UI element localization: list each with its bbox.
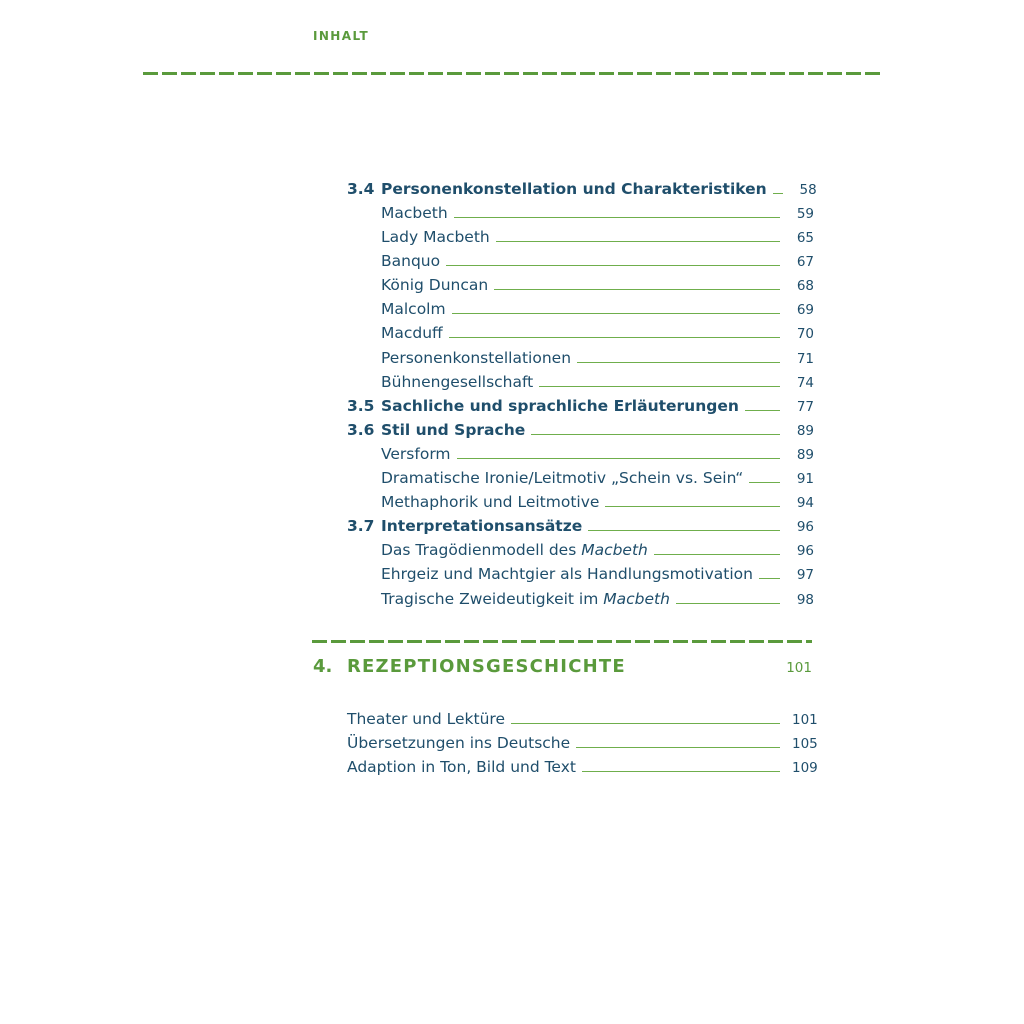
toc-page: 96 [796, 519, 814, 535]
toc-leader [676, 603, 780, 604]
toc-entry-3-6[interactable] [347, 417, 814, 439]
toc-page: 91 [796, 471, 814, 487]
toc-label: Macbeth [381, 204, 448, 222]
toc-entry-ehrgeiz[interactable] [347, 561, 814, 583]
toc-page: 109 [792, 760, 818, 776]
toc-label: Malcolm [381, 300, 446, 318]
toc-leader [496, 241, 780, 242]
toc-leader [539, 386, 780, 387]
toc-label: Dramatische Ironie/Leitmotiv „Schein vs. Sein“ [381, 469, 744, 487]
toc-label: Banquo [381, 252, 441, 270]
toc-leader [446, 265, 780, 266]
toc-leader [773, 193, 783, 194]
toc-label: König Duncan [381, 276, 489, 294]
toc-entry-ironie[interactable] [347, 465, 814, 487]
toc-number: 3.5 [347, 397, 375, 415]
toc-entry-uebersetzungen[interactable] [347, 730, 818, 752]
toc-page: 59 [796, 206, 814, 222]
toc-entry-macduff[interactable] [347, 320, 814, 342]
toc-leader [582, 771, 780, 772]
toc-entry-lady-macbeth[interactable] [347, 224, 814, 246]
toc-label-italic: Macbeth [603, 590, 670, 608]
toc-leader [449, 337, 780, 338]
toc-label: Adaption in Ton, Bild und Text [347, 758, 576, 776]
toc-page: 89 [796, 423, 814, 439]
toc-page: 67 [796, 254, 814, 270]
chapter-title: REZEPTIONSGESCHICHTE [347, 656, 626, 677]
toc-label-italic: Macbeth [581, 541, 648, 559]
toc-entry-personenkonstellationen[interactable] [347, 345, 814, 367]
toc-number: 3.4 [347, 180, 375, 198]
toc-entry-malcolm[interactable] [347, 296, 814, 318]
toc-page: 105 [792, 736, 818, 752]
toc-label: Übersetzungen ins Deutsche [347, 734, 571, 752]
toc-entry-banquo[interactable] [347, 248, 814, 270]
toc-label: Stil und Sprache [381, 421, 526, 439]
toc-entry-zweideutigkeit[interactable] [347, 586, 814, 608]
toc-leader [454, 217, 780, 218]
toc-label: Personenkonstellationen [381, 349, 572, 367]
toc-entry-buehnengesellschaft[interactable] [347, 369, 814, 391]
toc-page: 71 [796, 351, 814, 367]
toc-entry-adaption[interactable] [347, 754, 818, 776]
toc-entry-3-7[interactable] [347, 513, 814, 535]
toc-page: 69 [796, 302, 814, 318]
toc-number: 3.7 [347, 517, 375, 535]
toc-label: Personenkonstellation und Charakteristiken [381, 180, 767, 198]
chapter-dashed-rule [312, 640, 812, 643]
chapter-number: 4. [313, 656, 333, 677]
toc-label: Versform [381, 445, 451, 463]
toc-entry-3-4[interactable] [347, 176, 817, 198]
toc-entry-koenig-duncan[interactable] [347, 272, 814, 294]
toc-page: 101 [792, 712, 818, 728]
toc-label-text: Tragische Zweideutigkeit im [381, 590, 604, 608]
toc-leader [759, 578, 780, 579]
toc-leader [452, 313, 780, 314]
toc-leader [531, 434, 780, 435]
toc-label-text: Das Tragödienmodell des [381, 541, 582, 559]
toc-label [381, 541, 648, 559]
toc-label: Ehrgeiz und Machtgier als Handlungsmotivation [381, 565, 753, 583]
toc-entry-metaphorik[interactable] [347, 489, 814, 511]
toc-leader [654, 554, 780, 555]
toc-page: 97 [796, 567, 814, 583]
toc-page: 89 [796, 447, 814, 463]
chapter-page: 101 [786, 660, 812, 676]
chapter-4-heading[interactable] [313, 656, 812, 677]
toc-leader [588, 530, 780, 531]
toc-leader [511, 723, 780, 724]
toc-leader [749, 482, 780, 483]
toc-page: 98 [796, 592, 814, 608]
toc-page: 96 [796, 543, 814, 559]
toc-label: Methaphorik und Leitmotive [381, 493, 600, 511]
toc-number: 3.6 [347, 421, 375, 439]
header-dashed-rule [143, 72, 883, 75]
toc-label: Macduff [381, 324, 443, 342]
toc-entry-theater[interactable] [347, 706, 818, 728]
toc-entry-tragoedienmodell[interactable] [347, 537, 814, 559]
toc-page: 65 [796, 230, 814, 246]
toc-entry-macbeth[interactable] [347, 200, 814, 222]
toc-page: 58 [799, 182, 817, 198]
toc-label [381, 590, 670, 608]
toc-leader [577, 362, 780, 363]
toc-label: Lady Macbeth [381, 228, 490, 246]
toc-entry-3-5[interactable] [347, 393, 814, 415]
toc-page: 70 [796, 326, 814, 342]
toc-leader [745, 410, 780, 411]
toc-page: 77 [796, 399, 814, 415]
toc-page: 68 [796, 278, 814, 294]
toc-label: Bühnengesellschaft [381, 373, 534, 391]
toc-leader [494, 289, 780, 290]
toc-label: Sachliche und sprachliche Erläuterungen [381, 397, 739, 415]
toc-page: 94 [796, 495, 814, 511]
toc-label: Theater und Lektüre [347, 710, 505, 728]
running-head: INHALT [313, 29, 370, 43]
toc-leader [605, 506, 780, 507]
toc-leader [576, 747, 780, 748]
toc-label: Interpretationsansätze [381, 517, 583, 535]
toc-entry-versform[interactable] [347, 441, 814, 463]
toc-page: 74 [796, 375, 814, 391]
toc-leader [457, 458, 780, 459]
